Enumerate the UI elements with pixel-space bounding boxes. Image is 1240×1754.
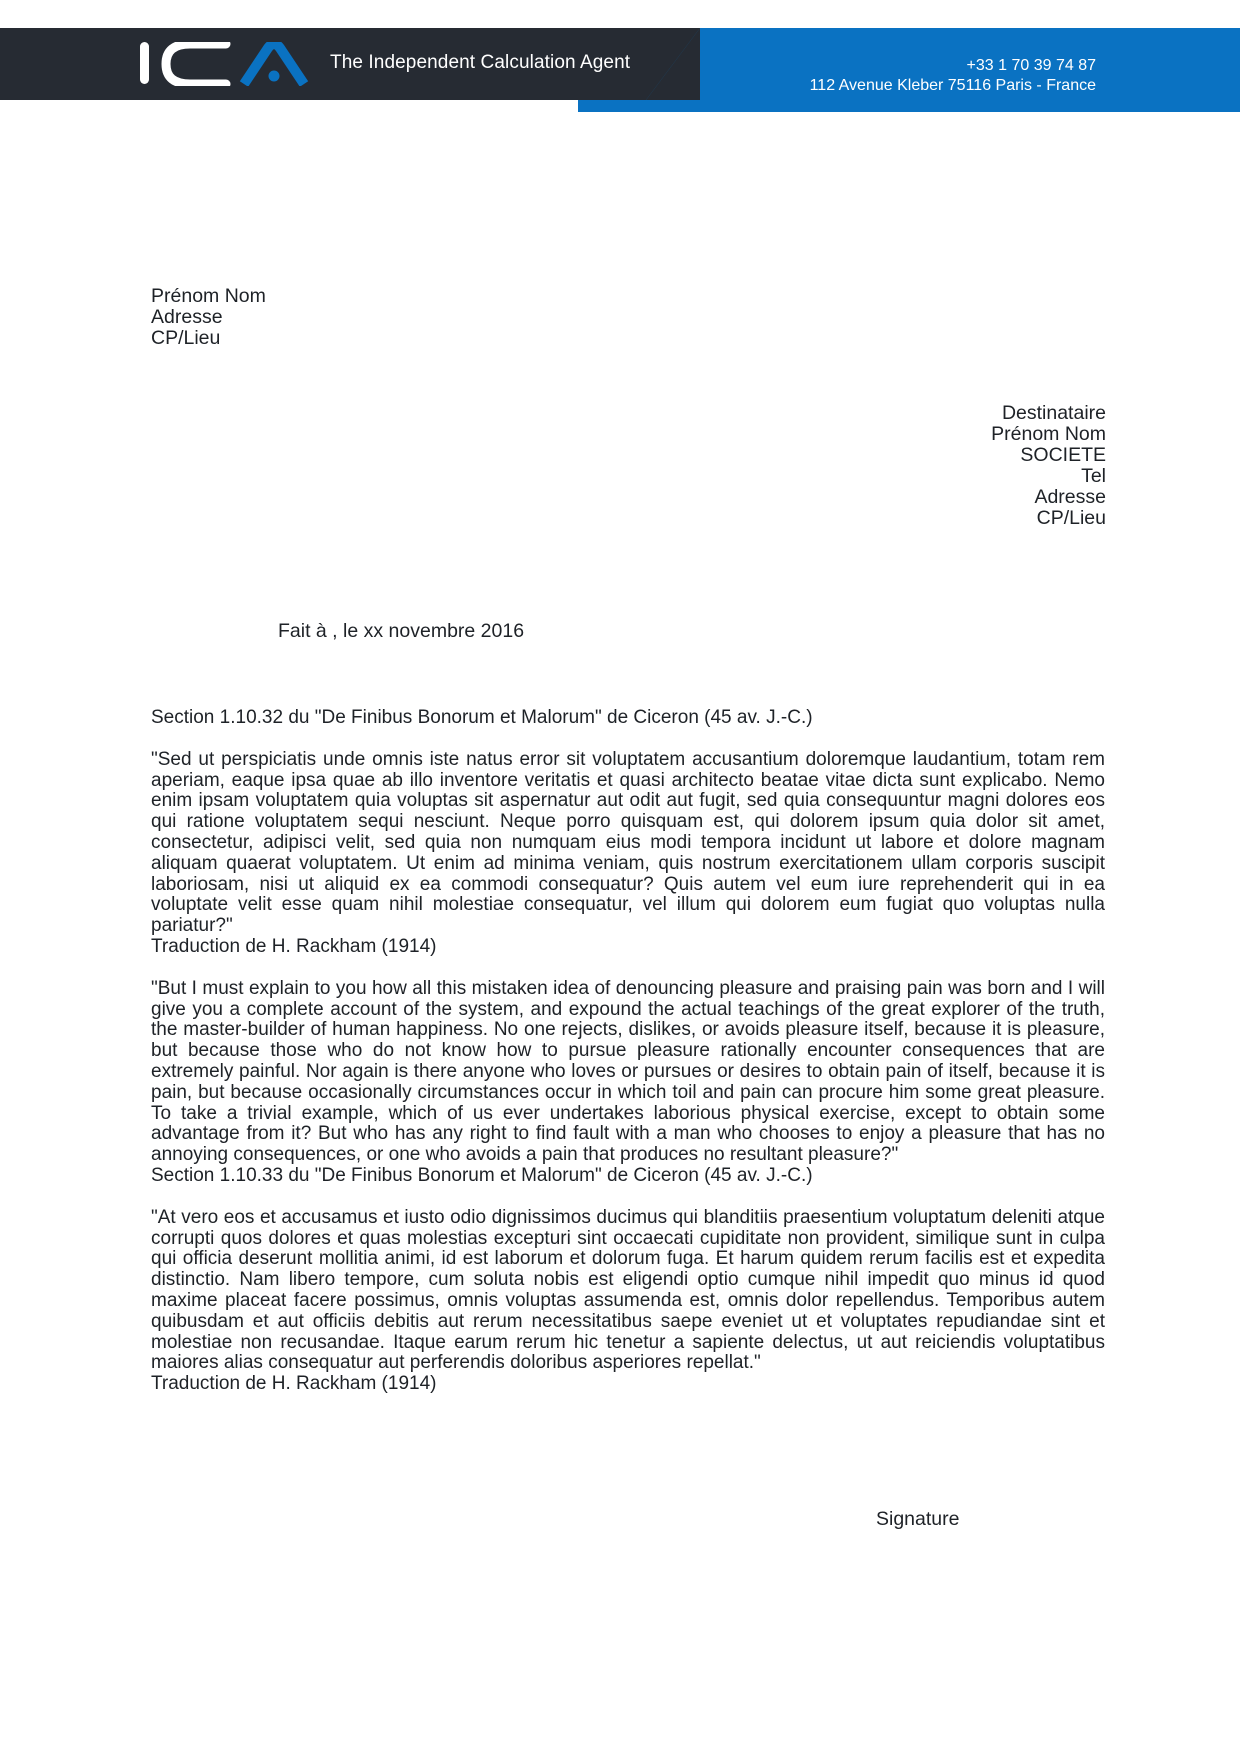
recipient-name: Prénom Nom <box>991 423 1106 445</box>
place-date: Fait à , le xx novembre 2016 <box>278 620 525 642</box>
paragraph-2: "But I must explain to you how all this mistaken idea of denouncing pleasure and praising pain was born and I will give you a complete account of the system, and expound the actual teachings of the great explorer of the truth, the master-builder of human happiness. No one rejects, dislikes, or avoids pleasure itself, because it is pleasure, but because those who do not know how to pursue pleasure rationally encounter consequences that are extremely painful. Nor again is there anyone who loves or pursues or desires to obtain pain of itself, because it is pain, but because occasionally circumstances occur in which toil and pain can procure him some great pleasure. To take a trivial example, which of us ever undertakes laborious physical exercise, except to obtain some advantage from it? But who has any right to find fault with a man who chooses to enjoy a pleasure that has no annoying consequences, or one who avoids a pain that produces no resultant pleasure?" <box>151 977 1105 1166</box>
recipient-address: Adresse <box>1034 486 1106 508</box>
paragraph-3: "At vero eos et accusamus et iusto odio dignissimos ducimus qui blanditiis praesentium voluptatum deleniti atque corrupti quos dolores et quas molestias excepturi sint occaecati cupiditate non provident, similique sunt in culpa qui officia deserunt mollitia animi, id est laborum et dolorum fuga. Et harum quidem rerum facilis est et expedita distinctio. Nam libero tempore, cum soluta nobis est eligendi optio cumque nihil impedit quo minus id quod maxime placeat facere possimus, omnis voluptas assumenda est, omnis dolor repellendus. Temporibus autem quibusdam et aut officiis debitis aut rerum necessitatibus saepe eveniet ut et voluptates repudiandae sint et molestiae non recusandae. Itaque earum rerum hic tenetur a sapiente delectus, ut aut reiciendis voluptatibus maiores alias consequatur aut perferendis doloribus asperiores repellat." <box>151 1206 1105 1374</box>
recipient-tel: Tel <box>1081 465 1106 487</box>
ica-logo <box>138 42 313 86</box>
company-phone: +33 1 70 39 74 87 <box>966 57 1096 74</box>
sender-name: Prénom Nom <box>151 285 266 307</box>
ica-logo-mark <box>138 42 313 86</box>
signature: Signature <box>876 1508 960 1530</box>
recipient-label: Destinataire <box>1001 402 1106 424</box>
company-tagline: The Independent Calculation Agent <box>330 52 631 73</box>
section-heading: Section 1.10.32 du "De Finibus Bonorum et Malorum" de Ciceron (45 av. J.-C.) <box>151 707 813 728</box>
sender-address: Adresse <box>151 306 223 328</box>
caption-1: Traduction de H. Rackham (1914) <box>151 935 437 957</box>
paragraph-1: "Sed ut perspiciatis unde omnis iste natus error sit voluptatem accusantium doloremque laudantium, totam rem aperiam, eaque ipsa quae ab illo inventore veritatis et quasi architecto beatae vitae dicta sunt explicabo. Nemo enim ipsam voluptatem quia voluptas sit aspernatur aut odit aut fugit, sed quia consequuntur magni dolores eos qui ratione voluptatem sequi nesciunt. Neque porro quisquam est, qui dolorem ipsum quia dolor sit amet, consectetur, adipisci velit, sed quia non numquam eius modi tempora incidunt ut labore et dolore magnam aliquam quaerat voluptatem. Ut enim ad minima veniam, quis nostrum exercitationem ullam corporis suscipit laboriosam, nisi ut aliquid ex ea commodi consequatur? Quis autem vel eum iure reprehenderit qui in ea voluptate velit esse quam nihil molestiae consequatur, vel illum qui dolorem eum fugiat quo voluptas nulla pariatur?" <box>151 748 1105 937</box>
recipient-city: CP/Lieu <box>1036 507 1106 529</box>
sender-block <box>151 286 266 349</box>
company-contact <box>810 56 1096 96</box>
recipient-company: SOCIETE <box>1020 444 1106 466</box>
letter-body <box>151 708 1105 1395</box>
sender-city: CP/Lieu <box>151 327 221 349</box>
caption-3: Traduction de H. Rackham (1914) <box>151 1373 437 1395</box>
caption-2: Section 1.10.33 du "De Finibus Bonorum et Malorum" de Ciceron (45 av. J.-C.) <box>151 1164 813 1186</box>
letterhead <box>0 0 1240 115</box>
recipient-block <box>991 403 1106 529</box>
company-address: 112 Avenue Kleber 75116 Paris - France <box>809 77 1096 94</box>
